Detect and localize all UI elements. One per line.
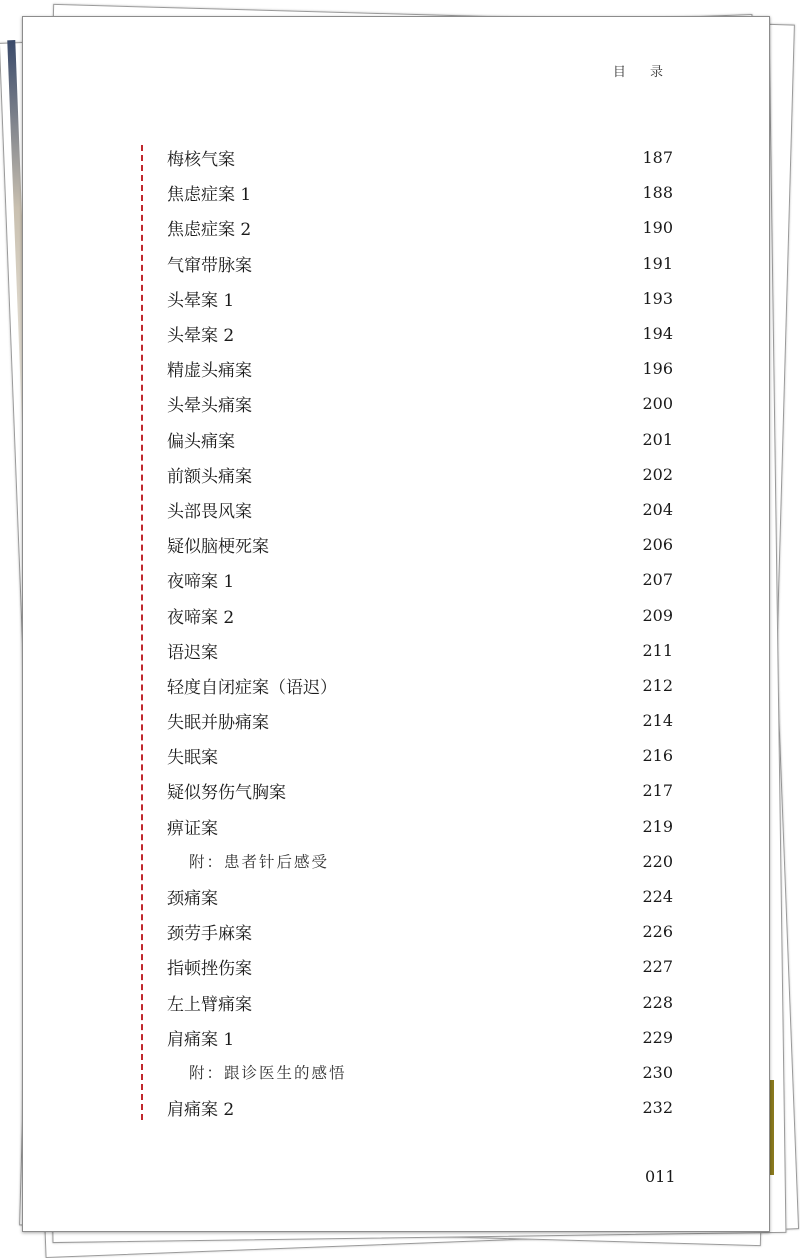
toc-entry-page: 219 — [642, 816, 673, 836]
toc-entry[interactable] — [167, 351, 673, 386]
toc-entry[interactable] — [167, 140, 673, 175]
toc-entry-page: 194 — [642, 324, 673, 344]
toc-entry-title: 疑似脑梗死案 — [167, 537, 269, 558]
toc-entry-title: 疑似努伤气胸案 — [167, 783, 286, 804]
toc-entry-title: 语迟案 — [167, 642, 218, 663]
toc-list — [167, 140, 673, 1125]
toc-entry-page: 232 — [642, 1098, 673, 1118]
toc-entry-page: 230 — [642, 1062, 673, 1082]
toc-entry-title: 附：跟诊医生的感悟 — [189, 1064, 347, 1083]
toc-entry-title: 气窜带脉案 — [167, 255, 252, 276]
toc-entry-title: 前额头痛案 — [167, 466, 252, 487]
toc-entry[interactable] — [167, 738, 673, 773]
toc-entry[interactable] — [167, 633, 673, 668]
toc-entry[interactable] — [167, 386, 673, 421]
toc-entry-page: 190 — [642, 218, 673, 238]
page-number: 011 — [645, 1167, 676, 1186]
toc-entry-title: 焦虑症案 1 — [167, 185, 252, 206]
toc-entry-page: 227 — [642, 957, 673, 977]
toc-entry[interactable] — [167, 809, 673, 844]
toc-entry-title: 左上臂痛案 — [167, 994, 252, 1015]
toc-entry-page: 207 — [642, 570, 673, 590]
toc-entry[interactable] — [167, 527, 673, 562]
toc-entry-page: 191 — [642, 253, 673, 273]
toc-entry[interactable] — [167, 879, 673, 914]
toc-entry[interactable] — [167, 1090, 673, 1125]
toc-entry-page: 187 — [642, 148, 673, 168]
toc-entry[interactable] — [167, 949, 673, 984]
toc-entry-title: 夜啼案 1 — [167, 572, 235, 593]
toc-entry-page: 202 — [642, 464, 673, 484]
toc-entry-page: 196 — [642, 359, 673, 379]
toc-entry[interactable] — [167, 914, 673, 949]
toc-entry[interactable] — [167, 1020, 673, 1055]
toc-entry[interactable] — [167, 175, 673, 210]
toc-entry-page: 200 — [642, 394, 673, 414]
toc-entry[interactable] — [167, 597, 673, 632]
toc-entry-page: 217 — [642, 781, 673, 801]
toc-entry[interactable] — [167, 668, 673, 703]
toc-entry[interactable] — [167, 773, 673, 808]
toc-entry[interactable] — [167, 457, 673, 492]
toc-entry-title: 轻度自闭症案（语迟） — [167, 677, 337, 698]
toc-entry-page: 228 — [642, 992, 673, 1012]
toc-entry-title: 颈痛案 — [167, 889, 218, 910]
toc-entry-page: 226 — [642, 922, 673, 942]
toc-entry-title: 梅核气案 — [167, 150, 235, 171]
toc-entry-title: 头晕案 2 — [167, 326, 235, 347]
toc-entry-page: 193 — [642, 288, 673, 308]
toc-entry-title: 肩痛案 1 — [167, 1029, 235, 1050]
toc-entry-title: 痹证案 — [167, 818, 218, 839]
toc-entry-page: 204 — [642, 499, 673, 519]
toc-entry-title: 失眠并胁痛案 — [167, 713, 269, 734]
toc-entry-title: 焦虑症案 2 — [167, 220, 252, 241]
toc-entry[interactable] — [167, 562, 673, 597]
toc-entry-page: 209 — [642, 605, 673, 625]
toc-entry-title: 精虚头痛案 — [167, 361, 252, 382]
toc-entry-title: 头晕头痛案 — [167, 396, 252, 417]
toc-entry-page: 201 — [642, 429, 673, 449]
toc-entry[interactable] — [167, 281, 673, 316]
toc-entry-title: 指顿挫伤案 — [167, 959, 252, 980]
toc-entry-title: 偏头痛案 — [167, 431, 235, 452]
toc-entry-title: 头晕案 1 — [167, 290, 235, 311]
toc-entry-page: 188 — [642, 183, 673, 203]
toc-entry-title: 夜啼案 2 — [167, 607, 235, 628]
toc-entry-page: 229 — [642, 1027, 673, 1047]
toc-entry-page: 224 — [642, 887, 673, 907]
toc-subentry[interactable] — [167, 1055, 673, 1090]
toc-entry-title: 附：患者针后感受 — [189, 853, 330, 872]
toc-entry-title: 颈劳手麻案 — [167, 924, 252, 945]
toc-entry-page: 212 — [642, 675, 673, 695]
toc-entry[interactable] — [167, 246, 673, 281]
toc-entry[interactable] — [167, 492, 673, 527]
toc-page — [22, 16, 770, 1232]
toc-entry-page: 206 — [642, 535, 673, 555]
toc-entry-title: 头部畏风案 — [167, 501, 252, 522]
toc-entry[interactable] — [167, 985, 673, 1020]
toc-entry-page: 211 — [642, 640, 673, 660]
toc-entry[interactable] — [167, 316, 673, 351]
toc-entry-page: 220 — [642, 851, 673, 871]
running-header: 目 录 — [612, 65, 673, 80]
toc-entry-title: 肩痛案 2 — [167, 1100, 235, 1121]
toc-entry[interactable] — [167, 703, 673, 738]
toc-entry-page: 216 — [642, 746, 673, 766]
red-dashed-rule — [141, 145, 143, 1120]
toc-entry[interactable] — [167, 210, 673, 245]
toc-entry[interactable] — [167, 422, 673, 457]
toc-entry-title: 失眠案 — [167, 748, 218, 769]
toc-subentry[interactable] — [167, 844, 673, 879]
toc-entry-page: 214 — [642, 711, 673, 731]
